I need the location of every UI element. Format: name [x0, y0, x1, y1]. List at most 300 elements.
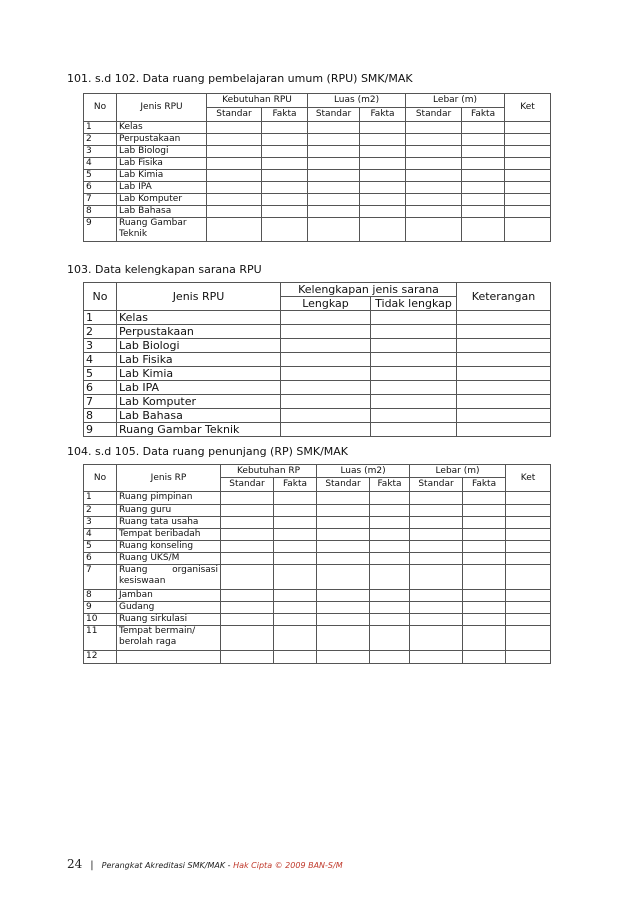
row-name: Lab Fisika	[117, 158, 207, 170]
row-name: Ruang Gambar Teknik	[117, 423, 281, 437]
empty-cell	[462, 170, 505, 182]
empty-cell	[221, 529, 274, 541]
col-fakta: Fakta	[262, 108, 308, 122]
empty-cell	[406, 134, 462, 146]
empty-cell	[371, 311, 457, 325]
empty-cell	[221, 565, 274, 590]
empty-cell	[406, 158, 462, 170]
col-ket: Ket	[505, 94, 551, 122]
empty-cell	[462, 146, 505, 158]
table-row	[84, 218, 551, 242]
empty-cell	[370, 651, 410, 664]
empty-cell	[370, 492, 410, 505]
empty-cell	[317, 565, 370, 590]
empty-cell	[462, 218, 505, 242]
row-name: Lab Komputer	[117, 395, 281, 409]
row-number: 5	[84, 170, 117, 182]
rpu-facility-table	[83, 282, 551, 437]
empty-cell	[410, 553, 463, 565]
empty-cell	[317, 541, 370, 553]
col-lebar: Lebar (m)	[406, 94, 505, 108]
empty-cell	[505, 194, 551, 206]
col-no: No	[84, 94, 117, 122]
table-row	[84, 517, 551, 529]
empty-cell	[457, 325, 551, 339]
empty-cell	[360, 122, 406, 134]
empty-cell	[360, 218, 406, 242]
empty-cell	[207, 170, 262, 182]
table-row	[84, 423, 551, 437]
empty-cell	[463, 517, 506, 529]
empty-cell	[410, 529, 463, 541]
empty-cell	[410, 614, 463, 626]
col-fakta: Fakta	[370, 478, 410, 492]
empty-cell	[262, 146, 308, 158]
row-name: Ruang tata usaha	[117, 517, 221, 529]
col-kelengkapan: Kelengkapan jenis sarana	[281, 283, 457, 297]
table-row	[84, 311, 551, 325]
empty-cell	[506, 626, 551, 651]
empty-cell	[371, 381, 457, 395]
empty-cell	[457, 367, 551, 381]
empty-cell	[463, 614, 506, 626]
empty-cell	[207, 182, 262, 194]
empty-cell	[406, 146, 462, 158]
row-name: Tempat beribadah	[117, 529, 221, 541]
rpu-space-table	[83, 93, 551, 242]
empty-cell	[360, 182, 406, 194]
empty-cell	[505, 122, 551, 134]
empty-cell	[457, 409, 551, 423]
row-number: 8	[84, 206, 117, 218]
empty-cell	[262, 158, 308, 170]
empty-cell	[317, 517, 370, 529]
section-2-title: 103. Data kelengkapan sarana RPU	[67, 263, 262, 276]
empty-cell	[506, 505, 551, 517]
empty-cell	[505, 146, 551, 158]
row-name: Lab Bahasa	[117, 206, 207, 218]
empty-cell	[308, 170, 360, 182]
empty-cell	[317, 651, 370, 664]
col-lengkap: Lengkap	[281, 297, 371, 311]
empty-cell	[274, 505, 317, 517]
empty-cell	[207, 206, 262, 218]
empty-cell	[462, 206, 505, 218]
empty-cell	[274, 517, 317, 529]
table-row	[84, 590, 551, 602]
empty-cell	[457, 423, 551, 437]
empty-cell	[463, 541, 506, 553]
empty-cell	[221, 553, 274, 565]
table-row	[84, 122, 551, 134]
row-number: 1	[84, 311, 117, 325]
col-standar: Standar	[406, 108, 462, 122]
empty-cell	[360, 146, 406, 158]
empty-cell	[406, 170, 462, 182]
col-luas: Luas (m2)	[308, 94, 406, 108]
empty-cell	[370, 565, 410, 590]
empty-cell	[207, 194, 262, 206]
footer-dash: -	[227, 861, 231, 870]
empty-cell	[505, 170, 551, 182]
col-kebutuhan: Kebutuhan RPU	[207, 94, 308, 108]
empty-cell	[371, 409, 457, 423]
empty-cell	[274, 590, 317, 602]
empty-cell	[410, 565, 463, 590]
empty-cell	[370, 602, 410, 614]
empty-cell	[462, 134, 505, 146]
page-footer	[67, 857, 343, 871]
col-jenis: Jenis RPU	[117, 283, 281, 311]
empty-cell	[221, 492, 274, 505]
empty-cell	[274, 614, 317, 626]
empty-cell	[506, 541, 551, 553]
empty-cell	[371, 423, 457, 437]
table-row	[84, 339, 551, 353]
row-number: 3	[84, 339, 117, 353]
empty-cell	[410, 626, 463, 651]
empty-cell	[371, 325, 457, 339]
col-jenis: Jenis RPU	[117, 94, 207, 122]
empty-cell	[317, 602, 370, 614]
empty-cell	[506, 602, 551, 614]
table-row	[84, 614, 551, 626]
empty-cell	[281, 367, 371, 381]
row-number: 2	[84, 325, 117, 339]
row-name: Ruang pimpinan	[117, 492, 221, 505]
row-number: 1	[84, 492, 117, 505]
empty-cell	[262, 206, 308, 218]
row-number: 7	[84, 194, 117, 206]
empty-cell	[462, 158, 505, 170]
section-3-title: 104. s.d 105. Data ruang penunjang (RP) SMK/MAK	[67, 445, 349, 458]
empty-cell	[406, 218, 462, 242]
row-number: 4	[84, 353, 117, 367]
table-row	[84, 134, 551, 146]
table-row	[84, 553, 551, 565]
col-standar: Standar	[317, 478, 370, 492]
empty-cell	[370, 614, 410, 626]
empty-cell	[308, 134, 360, 146]
table-row	[84, 146, 551, 158]
empty-cell	[281, 423, 371, 437]
row-name: Ruang konseling	[117, 541, 221, 553]
col-fakta: Fakta	[462, 108, 505, 122]
empty-cell	[221, 614, 274, 626]
table-row	[84, 395, 551, 409]
empty-cell	[463, 505, 506, 517]
footer-doc-title: Perangkat Akreditasi SMK/MAK	[101, 861, 226, 870]
empty-cell	[221, 651, 274, 664]
empty-cell	[410, 517, 463, 529]
table-row	[84, 353, 551, 367]
empty-cell	[262, 194, 308, 206]
empty-cell	[505, 158, 551, 170]
row-name: Lab Kimia	[117, 170, 207, 182]
rp-space-table	[83, 464, 551, 664]
table-row	[84, 565, 551, 590]
empty-cell	[457, 353, 551, 367]
empty-cell	[410, 541, 463, 553]
col-fakta: Fakta	[360, 108, 406, 122]
empty-cell	[274, 553, 317, 565]
col-no: No	[84, 283, 117, 311]
row-name	[117, 651, 221, 664]
section-1-title: 101. s.d 102. Data ruang pembelajaran umum (RPU) SMK/MAK	[67, 72, 413, 85]
row-number: 6	[84, 182, 117, 194]
empty-cell	[317, 529, 370, 541]
empty-cell	[505, 218, 551, 242]
row-number: 8	[84, 590, 117, 602]
col-standar: Standar	[308, 108, 360, 122]
empty-cell	[463, 565, 506, 590]
empty-cell	[506, 614, 551, 626]
row-number: 10	[84, 614, 117, 626]
empty-cell	[317, 553, 370, 565]
empty-cell	[370, 505, 410, 517]
empty-cell	[410, 602, 463, 614]
col-fakta: Fakta	[463, 478, 506, 492]
row-name: Lab IPA	[117, 381, 281, 395]
table-row	[84, 541, 551, 553]
row-name: Ruang Gambar Teknik	[117, 218, 207, 242]
col-luas: Luas (m2)	[317, 465, 410, 478]
row-number: 11	[84, 626, 117, 651]
row-name: Kelas	[117, 122, 207, 134]
empty-cell	[457, 381, 551, 395]
row-name: Ruang sirkulasi	[117, 614, 221, 626]
empty-cell	[281, 395, 371, 409]
empty-cell	[370, 529, 410, 541]
row-number: 4	[84, 158, 117, 170]
row-name: Lab Komputer	[117, 194, 207, 206]
empty-cell	[506, 517, 551, 529]
empty-cell	[457, 311, 551, 325]
empty-cell	[281, 339, 371, 353]
empty-cell	[463, 602, 506, 614]
table-row	[84, 194, 551, 206]
row-name: Ruang guru	[117, 505, 221, 517]
empty-cell	[370, 590, 410, 602]
row-name: Lab IPA	[117, 182, 207, 194]
row-number: 9	[84, 218, 117, 242]
empty-cell	[262, 182, 308, 194]
col-kebutuhan: Kebutuhan RP	[221, 465, 317, 478]
empty-cell	[360, 170, 406, 182]
empty-cell	[463, 529, 506, 541]
empty-cell	[262, 218, 308, 242]
col-standar: Standar	[221, 478, 274, 492]
row-number: 12	[84, 651, 117, 664]
empty-cell	[207, 146, 262, 158]
row-number: 4	[84, 529, 117, 541]
table-row	[84, 651, 551, 664]
empty-cell	[360, 194, 406, 206]
empty-cell	[457, 395, 551, 409]
table-row	[84, 505, 551, 517]
empty-cell	[370, 553, 410, 565]
empty-cell	[463, 553, 506, 565]
col-no: No	[84, 465, 117, 492]
empty-cell	[308, 122, 360, 134]
col-tidak-lengkap: Tidak lengkap	[371, 297, 457, 311]
empty-cell	[360, 206, 406, 218]
row-number: 9	[84, 423, 117, 437]
row-name: Lab Fisika	[117, 353, 281, 367]
empty-cell	[506, 492, 551, 505]
row-name: Kelas	[117, 311, 281, 325]
empty-cell	[506, 565, 551, 590]
empty-cell	[308, 218, 360, 242]
empty-cell	[462, 194, 505, 206]
empty-cell	[308, 206, 360, 218]
empty-cell	[406, 182, 462, 194]
table-row	[84, 492, 551, 505]
empty-cell	[360, 134, 406, 146]
empty-cell	[274, 651, 317, 664]
empty-cell	[505, 134, 551, 146]
row-name: Ruang UKS/M	[117, 553, 221, 565]
empty-cell	[506, 529, 551, 541]
empty-cell	[281, 311, 371, 325]
row-number: 2	[84, 505, 117, 517]
empty-cell	[262, 170, 308, 182]
empty-cell	[221, 590, 274, 602]
table-row	[84, 602, 551, 614]
row-number: 6	[84, 553, 117, 565]
empty-cell	[506, 553, 551, 565]
row-number: 5	[84, 367, 117, 381]
empty-cell	[274, 565, 317, 590]
table-row	[84, 170, 551, 182]
empty-cell	[274, 529, 317, 541]
empty-cell	[371, 367, 457, 381]
empty-cell	[410, 505, 463, 517]
empty-cell	[463, 590, 506, 602]
row-number: 1	[84, 122, 117, 134]
empty-cell	[221, 541, 274, 553]
empty-cell	[506, 651, 551, 664]
empty-cell	[406, 206, 462, 218]
table-row	[84, 158, 551, 170]
row-number: 7	[84, 565, 117, 590]
empty-cell	[308, 158, 360, 170]
page-number: 24	[67, 857, 83, 871]
row-number: 5	[84, 541, 117, 553]
empty-cell	[370, 541, 410, 553]
empty-cell	[463, 651, 506, 664]
empty-cell	[308, 182, 360, 194]
empty-cell	[360, 158, 406, 170]
empty-cell	[505, 206, 551, 218]
row-name: Lab Biologi	[117, 339, 281, 353]
empty-cell	[308, 146, 360, 158]
empty-cell	[463, 626, 506, 651]
empty-cell	[274, 492, 317, 505]
empty-cell	[281, 409, 371, 423]
empty-cell	[406, 194, 462, 206]
empty-cell	[221, 517, 274, 529]
empty-cell	[281, 353, 371, 367]
table-row	[84, 409, 551, 423]
row-number: 2	[84, 134, 117, 146]
row-number: 3	[84, 517, 117, 529]
empty-cell	[274, 626, 317, 651]
footer-copyright: Hak Cipta © 2009 BAN-S/M	[233, 861, 343, 870]
table-row	[84, 529, 551, 541]
empty-cell	[505, 182, 551, 194]
table-row	[84, 626, 551, 651]
row-number: 9	[84, 602, 117, 614]
empty-cell	[207, 158, 262, 170]
empty-cell	[317, 590, 370, 602]
empty-cell	[221, 626, 274, 651]
table-row	[84, 206, 551, 218]
row-name: Perpustakaan	[117, 325, 281, 339]
empty-cell	[370, 626, 410, 651]
empty-cell	[207, 218, 262, 242]
row-number: 7	[84, 395, 117, 409]
empty-cell	[371, 339, 457, 353]
empty-cell	[410, 590, 463, 602]
row-name: Lab Bahasa	[117, 409, 281, 423]
row-number: 8	[84, 409, 117, 423]
table-row	[84, 182, 551, 194]
table-row	[84, 367, 551, 381]
empty-cell	[463, 492, 506, 505]
empty-cell	[317, 492, 370, 505]
row-number: 6	[84, 381, 117, 395]
row-name: Lab Kimia	[117, 367, 281, 381]
empty-cell	[371, 353, 457, 367]
empty-cell	[262, 122, 308, 134]
col-keterangan: Keterangan	[457, 283, 551, 311]
row-name: Perpustakaan	[117, 134, 207, 146]
col-standar: Standar	[207, 108, 262, 122]
table-row	[84, 381, 551, 395]
empty-cell	[371, 395, 457, 409]
empty-cell	[221, 602, 274, 614]
empty-cell	[274, 602, 317, 614]
row-name: Tempat bermain/ berolah raga	[117, 626, 221, 651]
empty-cell	[317, 505, 370, 517]
empty-cell	[262, 134, 308, 146]
col-standar: Standar	[410, 478, 463, 492]
col-ket: Ket	[506, 465, 551, 492]
empty-cell	[457, 339, 551, 353]
empty-cell	[317, 614, 370, 626]
empty-cell	[410, 492, 463, 505]
footer-separator: |	[90, 860, 94, 871]
empty-cell	[308, 194, 360, 206]
empty-cell	[462, 182, 505, 194]
empty-cell	[506, 590, 551, 602]
row-name: Ruang organisasi kesiswaan	[117, 565, 221, 590]
empty-cell	[207, 134, 262, 146]
row-name: Jamban	[117, 590, 221, 602]
col-jenis: Jenis RP	[117, 465, 221, 492]
col-fakta: Fakta	[274, 478, 317, 492]
empty-cell	[370, 517, 410, 529]
row-name: Lab Biologi	[117, 146, 207, 158]
row-name: Gudang	[117, 602, 221, 614]
empty-cell	[281, 381, 371, 395]
empty-cell	[281, 325, 371, 339]
empty-cell	[406, 122, 462, 134]
empty-cell	[207, 122, 262, 134]
empty-cell	[221, 505, 274, 517]
row-number: 3	[84, 146, 117, 158]
